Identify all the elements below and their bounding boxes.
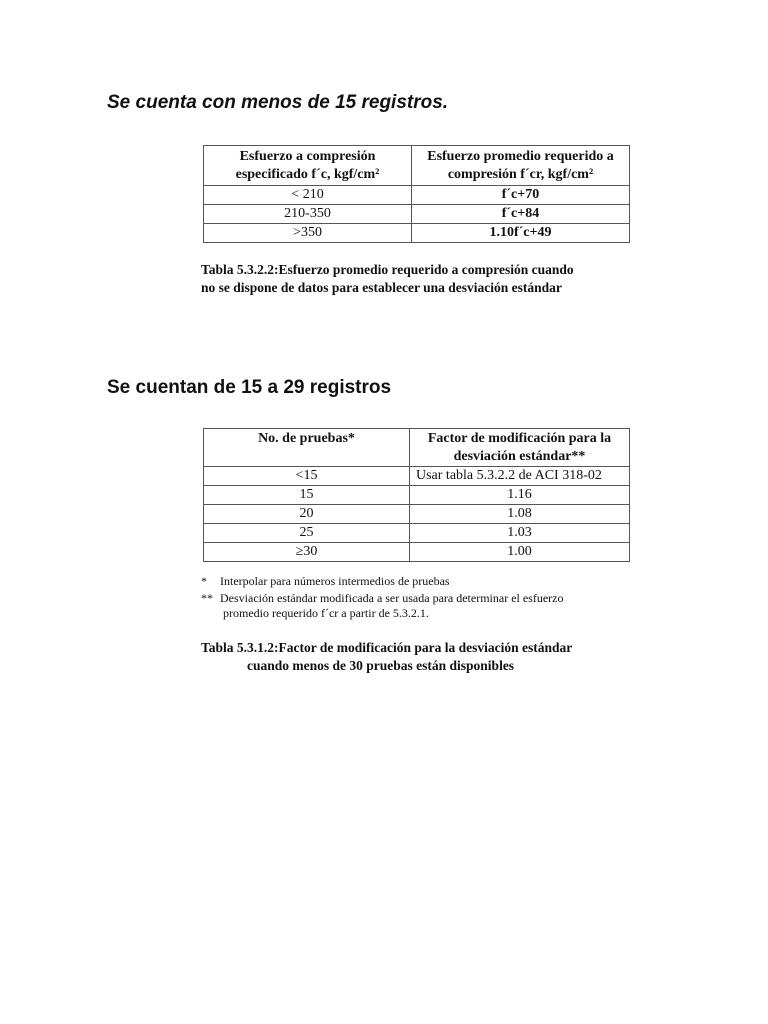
modification-factor-table (203, 428, 630, 562)
footnote-text: Desviación estándar modificada a ser usada para determinar el esfuerzo (220, 591, 564, 605)
table-cell: 1.08 (410, 505, 630, 524)
table-cell: 1.03 (410, 524, 630, 543)
footnote-text: Interpolar para números intermedios de pruebas (220, 574, 450, 588)
table-row (204, 467, 630, 486)
table-row (204, 505, 630, 524)
footnote-mark: ** (201, 591, 213, 605)
table-cell: f´c+84 (412, 205, 630, 224)
caption-line: Tabla 5.3.2.2:Esfuerzo promedio requerido a compresión cuando (201, 262, 574, 277)
table-cell: ≥30 (204, 543, 410, 562)
table-row (204, 205, 630, 224)
table-footnote (201, 574, 450, 589)
table-cell: 1.10f´c+49 (412, 224, 630, 243)
table-cell: f´c+70 (412, 186, 630, 205)
caption-line: Tabla 5.3.1.2:Factor de modificación para la desviación estándar (201, 640, 573, 655)
column-header: Esfuerzo promedio requerido a compresión f´cr, kgf/cm² (412, 146, 630, 186)
table-cell: 1.16 (410, 486, 630, 505)
section-heading: Se cuenta con menos de 15 registros. (107, 92, 449, 113)
table-cell: 20 (204, 505, 410, 524)
table-row (204, 524, 630, 543)
footnote-continuation: promedio requerido f´cr a partir de 5.3.2.1. (223, 606, 429, 620)
section-heading: Se cuentan de 15 a 29 registros (107, 377, 392, 398)
table-cell: 1.00 (410, 543, 630, 562)
table-cell: <15 (204, 467, 410, 486)
table-cell: < 210 (204, 186, 412, 205)
table-caption (201, 639, 641, 675)
table-row (204, 486, 630, 505)
caption-line: cuando menos de 30 pruebas están disponibles (247, 658, 515, 673)
table-header-row (204, 429, 630, 467)
table-footnote (201, 591, 621, 621)
table-cell: 210-350 (204, 205, 412, 224)
table-cell: >350 (204, 224, 412, 243)
column-header: No. de pruebas* (204, 429, 410, 467)
table-header-row (204, 146, 630, 186)
required-strength-table (203, 145, 630, 243)
caption-line: no se dispone de datos para establecer una desviación estándar (201, 280, 562, 295)
table-cell: Usar tabla 5.3.2.2 de ACI 318-02 (410, 467, 630, 486)
table-row (204, 543, 630, 562)
table-row (204, 186, 630, 205)
column-header: Factor de modificación para la desviación estándar** (410, 429, 630, 467)
footnote-mark: * (201, 574, 207, 588)
table-caption (201, 261, 641, 297)
table-cell: 15 (204, 486, 410, 505)
table-row (204, 224, 630, 243)
table-cell: 25 (204, 524, 410, 543)
column-header: Esfuerzo a compresión especificado f´c, kgf/cm² (204, 146, 412, 186)
